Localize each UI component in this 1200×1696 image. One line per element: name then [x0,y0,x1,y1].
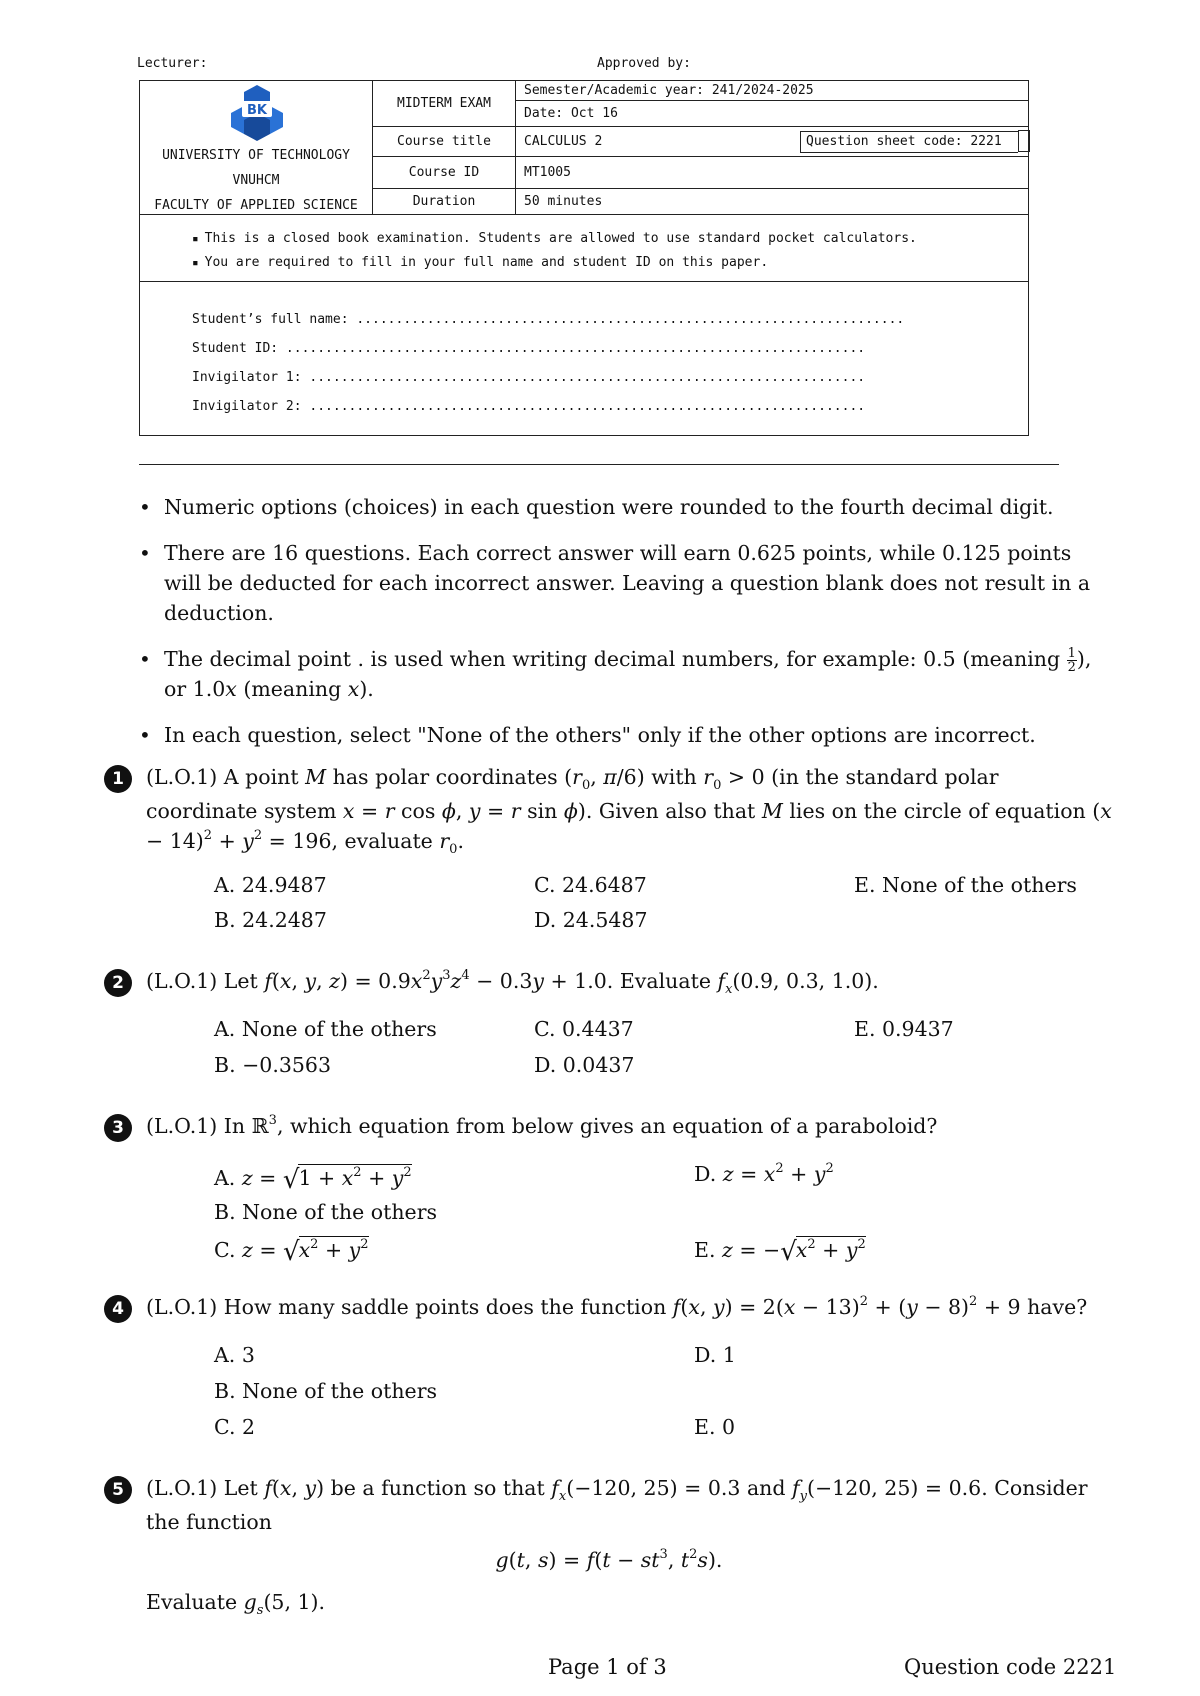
university-city: VNUHCM [232,173,280,188]
lecturer-label: Lecturer: [137,56,208,71]
question-text: (L.O.1) In ℝ$^3$, which equation from below gives an equation of a paraboloid? [146,1113,938,1138]
question-2 [104,966,1114,1000]
course-id-label: Course ID [373,157,516,189]
instruction-item: • In each question, select "None of the others" only if the other options are incorrect. [139,720,1109,750]
question-number-badge: 1 [104,765,132,793]
top-labels [137,56,1027,71]
instruction-item: • Numeric options (choices) in each question were rounded to the fourth decimal digit. [139,492,1109,522]
university-cell [140,81,373,214]
date-value: Date: Oct 16 [516,101,1028,127]
rule-item: ▪ This is a closed book examination. Students are allowed to use standard pocket calculators. [192,227,917,251]
option-c[interactable]: C. 24.6487 [534,873,647,897]
header-row-info [140,81,1028,215]
instruction-item: • There are 16 questions. Each correct answer will earn 0.625 points, while 0.125 points will be deducted for each incorrect answer. Leaving a question blank does not result in a deduction. [139,538,1109,628]
student-name-field[interactable]: Student’s full name: ...................................................................... [192,312,905,327]
exam-info-grid [373,81,1028,214]
approved-label: Approved by: [597,56,691,71]
option-d[interactable]: D. 0.0437 [534,1053,635,1077]
option-b[interactable]: B. None of the others [214,1200,438,1224]
option-e[interactable]: E. None of the others [854,873,1077,897]
option-b[interactable]: B. None of the others [214,1379,438,1403]
option-d[interactable]: D. $z = x^2 + y^2$ [694,1161,834,1186]
svg-text:BK: BK [247,103,267,118]
course-id-value: MT1005 [516,157,1028,189]
question-sheet-code: Question sheet code: 2221 [800,131,1018,153]
page-number: Page 1 of 3 [548,1655,667,1679]
university-name: UNIVERSITY OF TECHNOLOGY [162,148,350,163]
question-text: (L.O.1) A point M has polar coordinates ($r_0$, π/6) with $r_0 > 0$ (in the standard polar coordinate system x = r cos ϕ, y = r sin ϕ). Given also that M lies on the circle of equation $(x - 14)^2 + y^2 = 196$, evaluate $r_0$. [146,765,1112,857]
question-text: (L.O.1) Let f(x, y) be a function so that $f_x(-120$, 25) = 0.3 and $f_y(-120$, 25) = 0.6. Consider the function [146,1476,1088,1534]
option-c[interactable]: C. $z = √x^2 + y^2$ [214,1237,369,1267]
question-code: Question code 2221 [904,1655,1117,1679]
question-number-badge: 4 [104,1295,132,1323]
duration-label: Duration [373,189,516,214]
question-text: (L.O.1) Let f(x, y, $z) = 0.9x^2y^3z^4 - 0.3y + 1.0$. Evaluate $f_x(0.9$, 0.3, 1.0). [146,968,879,997]
question-formula: g(t, $s) = f(t - st^3$, $t^2s$). [495,1547,723,1572]
option-e[interactable]: E. 0 [694,1415,736,1439]
invigilator-2-field[interactable]: Invigilator 2: ....................................................................... [192,399,866,414]
course-title-text: CALCULUS 2 [524,134,603,149]
question-3 [104,1111,1114,1145]
question-1 [104,762,1114,860]
semester-value: Semester/Academic year: 241/2024-2025 [516,81,1028,101]
question-text: (L.O.1) How many saddle points does the function f(x, $y) = 2(x - 13)^2 + (y - 8)^2 + 9$ have? [146,1294,1088,1319]
option-a[interactable]: A. None of the others [214,1017,437,1041]
question-5 [104,1473,1114,1621]
option-a[interactable]: A. 24.9487 [214,873,327,897]
option-d[interactable]: D. 1 [694,1343,736,1367]
question-number-badge: 2 [104,969,132,997]
option-e[interactable]: E. $z = -√x^2 + y^2$ [694,1237,866,1267]
question-number-badge: 3 [104,1114,132,1142]
question-number-badge: 5 [104,1476,132,1504]
course-title-label: Course title [373,127,516,157]
instruction-item: • The decimal point . is used when writing decimal numbers, for example: 0.5 (meaning $\frac{1}{2}$ ), or 1.0x (meaning x). [139,644,1109,704]
faculty-name: FACULTY OF APPLIED SCIENCE [154,198,358,213]
option-a[interactable]: A. 3 [214,1343,255,1367]
student-fields [192,305,904,421]
university-logo-icon [230,83,284,141]
section-divider [139,464,1059,465]
course-title-value [516,127,1028,157]
header-rules [140,215,1028,282]
instructions-list [139,492,1109,766]
exam-header-table [139,80,1029,436]
invigilator-1-field[interactable]: Invigilator 1: ....................................................................... [192,370,866,385]
question-prompt: Evaluate $g_s(5$, 1). [146,1590,326,1618]
duration-value: 50 minutes [524,194,603,209]
option-c[interactable]: C. 0.4437 [534,1017,634,1041]
option-a[interactable]: A. $z = √1 + x^2 + y^2$ [214,1165,412,1195]
option-b[interactable]: B. −0.3563 [214,1053,332,1077]
option-d[interactable]: D. 24.5487 [534,908,648,932]
option-e[interactable]: E. 0.9437 [854,1017,954,1041]
rule-item: ▪ You are required to fill in your full name and student ID on this paper. [192,251,917,275]
question-4 [104,1292,1114,1326]
option-b[interactable]: B. 24.2487 [214,908,327,932]
fraction-half: $\frac{1}{2}$ [1067,646,1076,675]
student-id-field[interactable]: Student ID: .......................................................................... [192,341,866,356]
option-c[interactable]: C. 2 [214,1415,256,1439]
exam-type: MIDTERM EXAM [373,81,516,127]
university-name-block [140,143,372,218]
